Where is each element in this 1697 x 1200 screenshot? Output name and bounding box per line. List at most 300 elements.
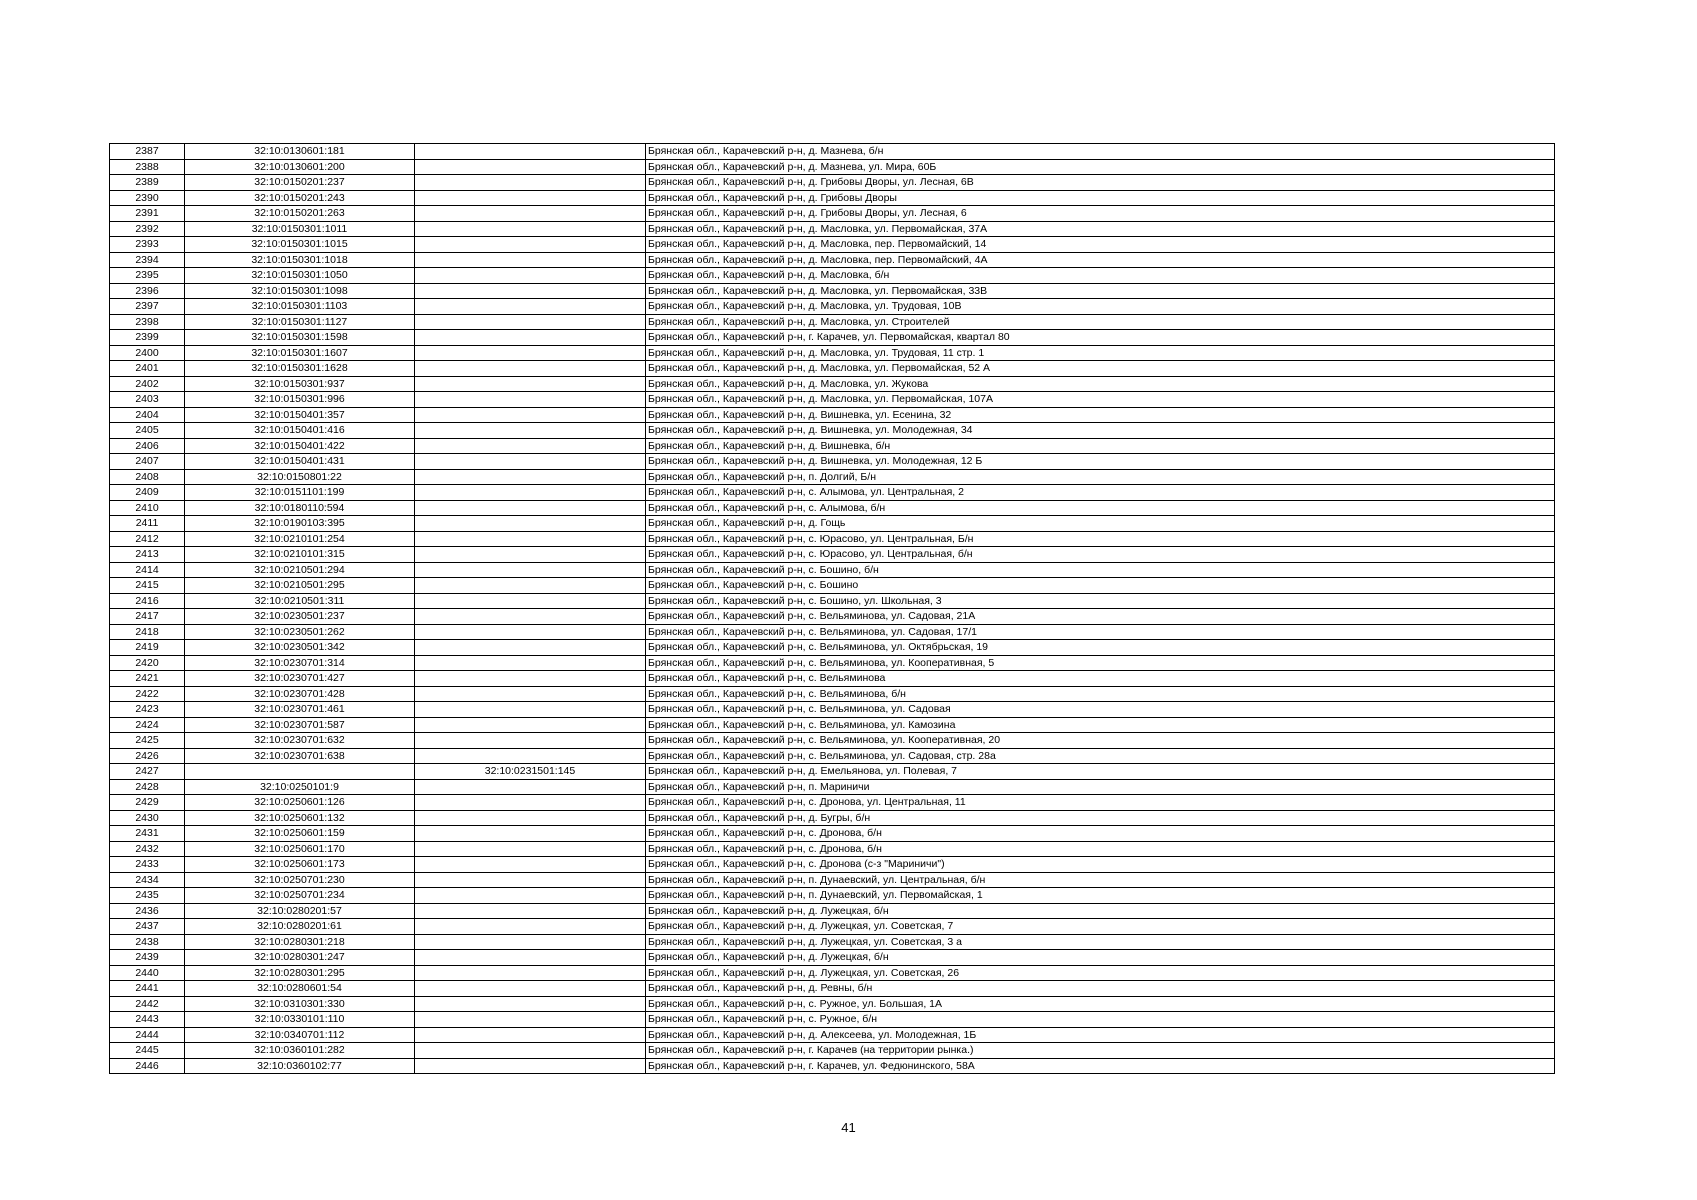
secondary-cadastral-number-cell <box>415 655 646 671</box>
address-cell: Брянская обл., Карачевский р-н, с. Юрасово, ул. Центральная, б/н <box>646 547 1555 563</box>
secondary-cadastral-number-cell <box>415 996 646 1012</box>
row-number-cell: 2437 <box>110 919 185 935</box>
address-cell: Брянская обл., Карачевский р-н, с. Алымова, ул. Центральная, 2 <box>646 485 1555 501</box>
table-row <box>110 206 1555 222</box>
table-row <box>110 996 1555 1012</box>
cadastral-number-cell: 32:10:0250601:126 <box>185 795 415 811</box>
row-number-cell: 2387 <box>110 144 185 160</box>
secondary-cadastral-number-cell <box>415 872 646 888</box>
cadastral-number-cell: 32:10:0150201:243 <box>185 190 415 206</box>
row-number-cell: 2390 <box>110 190 185 206</box>
secondary-cadastral-number-cell <box>415 206 646 222</box>
address-cell: Брянская обл., Карачевский р-н, с. Вельяминова, ул. Октябрьская, 19 <box>646 640 1555 656</box>
cadastral-number-cell: 32:10:0280301:247 <box>185 950 415 966</box>
address-cell: Брянская обл., Карачевский р-н, с. Бошино, б/н <box>646 562 1555 578</box>
row-number-cell: 2422 <box>110 686 185 702</box>
secondary-cadastral-number-cell <box>415 795 646 811</box>
cadastral-number-cell: 32:10:0330101:110 <box>185 1012 415 1028</box>
row-number-cell: 2412 <box>110 531 185 547</box>
secondary-cadastral-number-cell <box>415 919 646 935</box>
table-row <box>110 748 1555 764</box>
secondary-cadastral-number-cell <box>415 950 646 966</box>
address-cell: Брянская обл., Карачевский р-н, д. Грибовы Дворы, ул. Лесная, 6 <box>646 206 1555 222</box>
secondary-cadastral-number-cell <box>415 531 646 547</box>
address-cell: Брянская обл., Карачевский р-н, д. Грибовы Дворы, ул. Лесная, 6В <box>646 175 1555 191</box>
cadastral-number-cell: 32:10:0280301:295 <box>185 965 415 981</box>
cadastral-number-cell: 32:10:0150301:1050 <box>185 268 415 284</box>
secondary-cadastral-number-cell <box>415 810 646 826</box>
row-number-cell: 2445 <box>110 1043 185 1059</box>
table-row <box>110 330 1555 346</box>
cadastral-number-cell: 32:10:0280301:218 <box>185 934 415 950</box>
row-number-cell: 2407 <box>110 454 185 470</box>
registry-table <box>109 143 1555 1074</box>
table-row <box>110 702 1555 718</box>
row-number-cell: 2402 <box>110 376 185 392</box>
cadastral-number-cell: 32:10:0150301:1018 <box>185 252 415 268</box>
secondary-cadastral-number-cell <box>415 376 646 392</box>
secondary-cadastral-number-cell <box>415 841 646 857</box>
cadastral-number-cell: 32:10:0230701:632 <box>185 733 415 749</box>
secondary-cadastral-number-cell: 32:10:0231501:145 <box>415 764 646 780</box>
address-cell: Брянская обл., Карачевский р-н, д. Вишневка, ул. Есенина, 32 <box>646 407 1555 423</box>
table-row <box>110 655 1555 671</box>
row-number-cell: 2413 <box>110 547 185 563</box>
cadastral-number-cell: 32:10:0150301:1607 <box>185 345 415 361</box>
cadastral-number-cell: 32:10:0360102:77 <box>185 1058 415 1074</box>
row-number-cell: 2429 <box>110 795 185 811</box>
table-row <box>110 950 1555 966</box>
table-row <box>110 903 1555 919</box>
table-row <box>110 841 1555 857</box>
address-cell: Брянская обл., Карачевский р-н, д. Алексеева, ул. Молодежная, 1Б <box>646 1027 1555 1043</box>
address-cell: Брянская обл., Карачевский р-н, д. Масловка, ул. Жукова <box>646 376 1555 392</box>
table-row <box>110 438 1555 454</box>
cadastral-number-cell: 32:10:0150301:1098 <box>185 283 415 299</box>
row-number-cell: 2395 <box>110 268 185 284</box>
secondary-cadastral-number-cell <box>415 578 646 594</box>
secondary-cadastral-number-cell <box>415 1058 646 1074</box>
table-row <box>110 609 1555 625</box>
secondary-cadastral-number-cell <box>415 237 646 253</box>
secondary-cadastral-number-cell <box>415 159 646 175</box>
cadastral-number-cell: 32:10:0230701:461 <box>185 702 415 718</box>
address-cell: Брянская обл., Карачевский р-н, п. Долгий, Б/н <box>646 469 1555 485</box>
secondary-cadastral-number-cell <box>415 392 646 408</box>
address-cell: Брянская обл., Карачевский р-н, д. Лужецкая, ул. Советская, 7 <box>646 919 1555 935</box>
address-cell: Брянская обл., Карачевский р-н, с. Вельяминова, б/н <box>646 686 1555 702</box>
address-cell: Брянская обл., Карачевский р-н, д. Масловка, пер. Первомайский, 4А <box>646 252 1555 268</box>
table-row <box>110 857 1555 873</box>
table-row <box>110 237 1555 253</box>
table-row <box>110 423 1555 439</box>
row-number-cell: 2427 <box>110 764 185 780</box>
row-number-cell: 2439 <box>110 950 185 966</box>
table-row <box>110 981 1555 997</box>
row-number-cell: 2399 <box>110 330 185 346</box>
address-cell: Брянская обл., Карачевский р-н, д. Лужецкая, б/н <box>646 950 1555 966</box>
secondary-cadastral-number-cell <box>415 624 646 640</box>
address-cell: Брянская обл., Карачевский р-н, п. Дунаевский, ул. Первомайская, 1 <box>646 888 1555 904</box>
table-row <box>110 1058 1555 1074</box>
secondary-cadastral-number-cell <box>415 469 646 485</box>
row-number-cell: 2446 <box>110 1058 185 1074</box>
address-cell: Брянская обл., Карачевский р-н, д. Лужецкая, б/н <box>646 903 1555 919</box>
page-number: 41 <box>841 1120 856 1135</box>
cadastral-number-cell: 32:10:0150301:1011 <box>185 221 415 237</box>
table-row <box>110 934 1555 950</box>
address-cell: Брянская обл., Карачевский р-н, п. Дунаевский, ул. Центральная, б/н <box>646 872 1555 888</box>
cadastral-number-cell: 32:10:0150301:1103 <box>185 299 415 315</box>
row-number-cell: 2434 <box>110 872 185 888</box>
cadastral-number-cell: 32:10:0210501:294 <box>185 562 415 578</box>
address-cell: Брянская обл., Карачевский р-н, с. Дронова, б/н <box>646 826 1555 842</box>
table-row <box>110 593 1555 609</box>
secondary-cadastral-number-cell <box>415 562 646 578</box>
secondary-cadastral-number-cell <box>415 888 646 904</box>
table-row <box>110 795 1555 811</box>
secondary-cadastral-number-cell <box>415 314 646 330</box>
secondary-cadastral-number-cell <box>415 361 646 377</box>
secondary-cadastral-number-cell <box>415 981 646 997</box>
table-row <box>110 779 1555 795</box>
secondary-cadastral-number-cell <box>415 438 646 454</box>
table-row <box>110 562 1555 578</box>
secondary-cadastral-number-cell <box>415 299 646 315</box>
table-row <box>110 500 1555 516</box>
address-cell: Брянская обл., Карачевский р-н, д. Масловка, ул. Первомайская, 33В <box>646 283 1555 299</box>
table-row <box>110 144 1555 160</box>
row-number-cell: 2408 <box>110 469 185 485</box>
secondary-cadastral-number-cell <box>415 640 646 656</box>
cadastral-number-cell: 32:10:0230501:262 <box>185 624 415 640</box>
table-row <box>110 640 1555 656</box>
row-number-cell: 2415 <box>110 578 185 594</box>
row-number-cell: 2388 <box>110 159 185 175</box>
secondary-cadastral-number-cell <box>415 516 646 532</box>
table-row <box>110 376 1555 392</box>
row-number-cell: 2389 <box>110 175 185 191</box>
secondary-cadastral-number-cell <box>415 252 646 268</box>
secondary-cadastral-number-cell <box>415 826 646 842</box>
secondary-cadastral-number-cell <box>415 144 646 160</box>
cadastral-number-cell: 32:10:0230701:427 <box>185 671 415 687</box>
row-number-cell: 2444 <box>110 1027 185 1043</box>
cadastral-number-cell: 32:10:0150801:22 <box>185 469 415 485</box>
row-number-cell: 2423 <box>110 702 185 718</box>
table-row <box>110 407 1555 423</box>
address-cell: Брянская обл., Карачевский р-н, д. Лужецкая, ул. Советская, 3 а <box>646 934 1555 950</box>
table-row <box>110 965 1555 981</box>
table-row <box>110 314 1555 330</box>
cadastral-number-cell: 32:10:0250701:234 <box>185 888 415 904</box>
address-cell: Брянская обл., Карачевский р-н, с. Ружное, ул. Большая, 1А <box>646 996 1555 1012</box>
secondary-cadastral-number-cell <box>415 779 646 795</box>
address-cell: Брянская обл., Карачевский р-н, с. Вельяминова, ул. Кооперативная, 20 <box>646 733 1555 749</box>
address-cell: Брянская обл., Карачевский р-н, с. Бошино, ул. Школьная, 3 <box>646 593 1555 609</box>
address-cell: Брянская обл., Карачевский р-н, с. Вельяминова <box>646 671 1555 687</box>
address-cell: Брянская обл., Карачевский р-н, г. Карачев, ул. Первомайская, квартал 80 <box>646 330 1555 346</box>
cadastral-number-cell: 32:10:0230701:638 <box>185 748 415 764</box>
cadastral-number-cell: 32:10:0250601:170 <box>185 841 415 857</box>
secondary-cadastral-number-cell <box>415 175 646 191</box>
table-row <box>110 159 1555 175</box>
row-number-cell: 2438 <box>110 934 185 950</box>
row-number-cell: 2404 <box>110 407 185 423</box>
row-number-cell: 2442 <box>110 996 185 1012</box>
table-row <box>110 919 1555 935</box>
address-cell: Брянская обл., Карачевский р-н, с. Вельяминова, ул. Садовая, 17/1 <box>646 624 1555 640</box>
table-row <box>110 810 1555 826</box>
table-row <box>110 454 1555 470</box>
row-number-cell: 2421 <box>110 671 185 687</box>
cadastral-number-cell: 32:10:0150401:422 <box>185 438 415 454</box>
secondary-cadastral-number-cell <box>415 190 646 206</box>
table-row <box>110 252 1555 268</box>
address-cell: Брянская обл., Карачевский р-н, д. Мазнева, б/н <box>646 144 1555 160</box>
cadastral-number-cell: 32:10:0250701:230 <box>185 872 415 888</box>
cadastral-number-cell: 32:10:0190103:395 <box>185 516 415 532</box>
secondary-cadastral-number-cell <box>415 857 646 873</box>
cadastral-number-cell: 32:10:0180110:594 <box>185 500 415 516</box>
table-row <box>110 578 1555 594</box>
row-number-cell: 2436 <box>110 903 185 919</box>
address-cell: Брянская обл., Карачевский р-н, д. Емельянова, ул. Полевая, 7 <box>646 764 1555 780</box>
address-cell: Брянская обл., Карачевский р-н, д. Вишневка, ул. Молодежная, 12 Б <box>646 454 1555 470</box>
secondary-cadastral-number-cell <box>415 702 646 718</box>
table-row <box>110 686 1555 702</box>
address-cell: Брянская обл., Карачевский р-н, д. Масловка, ул. Первомайская, 37А <box>646 221 1555 237</box>
cadastral-number-cell: 32:10:0280201:57 <box>185 903 415 919</box>
address-cell: Брянская обл., Карачевский р-н, с. Дронова, б/н <box>646 841 1555 857</box>
row-number-cell: 2416 <box>110 593 185 609</box>
address-cell: Брянская обл., Карачевский р-н, д. Масловка, пер. Первомайский, 14 <box>646 237 1555 253</box>
address-cell: Брянская обл., Карачевский р-н, г. Карачев (на территории рынка.) <box>646 1043 1555 1059</box>
secondary-cadastral-number-cell <box>415 345 646 361</box>
cadastral-number-cell: 32:10:0150301:1015 <box>185 237 415 253</box>
secondary-cadastral-number-cell <box>415 221 646 237</box>
table-row <box>110 1043 1555 1059</box>
cadastral-number-cell: 32:10:0210101:315 <box>185 547 415 563</box>
table-row <box>110 516 1555 532</box>
row-number-cell: 2435 <box>110 888 185 904</box>
cadastral-number-cell: 32:10:0150201:263 <box>185 206 415 222</box>
table-row <box>110 671 1555 687</box>
secondary-cadastral-number-cell <box>415 1043 646 1059</box>
cadastral-number-cell: 32:10:0250601:173 <box>185 857 415 873</box>
secondary-cadastral-number-cell <box>415 423 646 439</box>
table-row <box>110 283 1555 299</box>
address-cell: Брянская обл., Карачевский р-н, с. Вельяминова, ул. Кооперативная, 5 <box>646 655 1555 671</box>
registry-sheet <box>109 143 1554 1074</box>
table-row <box>110 392 1555 408</box>
row-number-cell: 2432 <box>110 841 185 857</box>
cadastral-number-cell: 32:10:0250601:159 <box>185 826 415 842</box>
table-row <box>110 268 1555 284</box>
table-row <box>110 888 1555 904</box>
address-cell: Брянская обл., Карачевский р-н, д. Грибовы Дворы <box>646 190 1555 206</box>
row-number-cell: 2433 <box>110 857 185 873</box>
secondary-cadastral-number-cell <box>415 547 646 563</box>
row-number-cell: 2424 <box>110 717 185 733</box>
address-cell: Брянская обл., Карачевский р-н, д. Масловка, ул. Первомайская, 107А <box>646 392 1555 408</box>
cadastral-number-cell: 32:10:0230701:587 <box>185 717 415 733</box>
row-number-cell: 2425 <box>110 733 185 749</box>
address-cell: Брянская обл., Карачевский р-н, д. Вишневка, б/н <box>646 438 1555 454</box>
table-row <box>110 361 1555 377</box>
address-cell: Брянская обл., Карачевский р-н, с. Вельяминова, ул. Садовая <box>646 702 1555 718</box>
row-number-cell: 2406 <box>110 438 185 454</box>
secondary-cadastral-number-cell <box>415 283 646 299</box>
cadastral-number-cell: 32:10:0150301:996 <box>185 392 415 408</box>
table-row <box>110 469 1555 485</box>
row-number-cell: 2405 <box>110 423 185 439</box>
address-cell: Брянская обл., Карачевский р-н, г. Карачев, ул. Федюнинского, 58А <box>646 1058 1555 1074</box>
address-cell: Брянская обл., Карачевский р-н, д. Ревны, б/н <box>646 981 1555 997</box>
secondary-cadastral-number-cell <box>415 500 646 516</box>
row-number-cell: 2396 <box>110 283 185 299</box>
secondary-cadastral-number-cell <box>415 593 646 609</box>
row-number-cell: 2431 <box>110 826 185 842</box>
secondary-cadastral-number-cell <box>415 454 646 470</box>
row-number-cell: 2397 <box>110 299 185 315</box>
cadastral-number-cell: 32:10:0150401:431 <box>185 454 415 470</box>
table-row <box>110 717 1555 733</box>
cadastral-number-cell: 32:10:0250601:132 <box>185 810 415 826</box>
address-cell: Брянская обл., Карачевский р-н, д. Гощь <box>646 516 1555 532</box>
cadastral-number-cell: 32:10:0230701:314 <box>185 655 415 671</box>
address-cell: Брянская обл., Карачевский р-н, д. Масловка, ул. Трудовая, 10В <box>646 299 1555 315</box>
row-number-cell: 2398 <box>110 314 185 330</box>
address-cell: Брянская обл., Карачевский р-н, с. Юрасово, ул. Центральная, Б/н <box>646 531 1555 547</box>
address-cell: Брянская обл., Карачевский р-н, д. Масловка, ул. Первомайская, 52 А <box>646 361 1555 377</box>
table-row <box>110 299 1555 315</box>
table-row <box>110 624 1555 640</box>
row-number-cell: 2420 <box>110 655 185 671</box>
row-number-cell: 2430 <box>110 810 185 826</box>
table-row <box>110 733 1555 749</box>
row-number-cell: 2391 <box>110 206 185 222</box>
cadastral-number-cell <box>185 764 415 780</box>
row-number-cell: 2419 <box>110 640 185 656</box>
address-cell: Брянская обл., Карачевский р-н, с. Вельяминова, ул. Садовая, стр. 28а <box>646 748 1555 764</box>
secondary-cadastral-number-cell <box>415 1012 646 1028</box>
table-row <box>110 175 1555 191</box>
cadastral-number-cell: 32:10:0250101:9 <box>185 779 415 795</box>
cadastral-number-cell: 32:10:0150301:1628 <box>185 361 415 377</box>
row-number-cell: 2440 <box>110 965 185 981</box>
cadastral-number-cell: 32:10:0360101:282 <box>185 1043 415 1059</box>
cadastral-number-cell: 32:10:0310301:330 <box>185 996 415 1012</box>
secondary-cadastral-number-cell <box>415 748 646 764</box>
secondary-cadastral-number-cell <box>415 485 646 501</box>
address-cell: Брянская обл., Карачевский р-н, с. Бошино <box>646 578 1555 594</box>
cadastral-number-cell: 32:10:0150301:1598 <box>185 330 415 346</box>
cadastral-number-cell: 32:10:0150301:1127 <box>185 314 415 330</box>
table-row <box>110 345 1555 361</box>
secondary-cadastral-number-cell <box>415 330 646 346</box>
address-cell: Брянская обл., Карачевский р-н, д. Масловка, б/н <box>646 268 1555 284</box>
cadastral-number-cell: 32:10:0150401:357 <box>185 407 415 423</box>
cadastral-number-cell: 32:10:0150401:416 <box>185 423 415 439</box>
secondary-cadastral-number-cell <box>415 671 646 687</box>
secondary-cadastral-number-cell <box>415 903 646 919</box>
address-cell: Брянская обл., Карачевский р-н, с. Дронова (с-з "Мариничи") <box>646 857 1555 873</box>
cadastral-number-cell: 32:10:0151101:199 <box>185 485 415 501</box>
cadastral-number-cell: 32:10:0280601:54 <box>185 981 415 997</box>
row-number-cell: 2392 <box>110 221 185 237</box>
row-number-cell: 2441 <box>110 981 185 997</box>
secondary-cadastral-number-cell <box>415 717 646 733</box>
table-row <box>110 485 1555 501</box>
row-number-cell: 2411 <box>110 516 185 532</box>
table-row <box>110 531 1555 547</box>
row-number-cell: 2401 <box>110 361 185 377</box>
cadastral-number-cell: 32:10:0340701:112 <box>185 1027 415 1043</box>
table-row <box>110 1027 1555 1043</box>
row-number-cell: 2418 <box>110 624 185 640</box>
cadastral-number-cell: 32:10:0210101:254 <box>185 531 415 547</box>
row-number-cell: 2414 <box>110 562 185 578</box>
address-cell: Брянская обл., Карачевский р-н, д. Мазнева, ул. Мира, 60Б <box>646 159 1555 175</box>
secondary-cadastral-number-cell <box>415 407 646 423</box>
table-row <box>110 1012 1555 1028</box>
cadastral-number-cell: 32:10:0210501:311 <box>185 593 415 609</box>
address-cell: Брянская обл., Карачевский р-н, с. Дронова, ул. Центральная, 11 <box>646 795 1555 811</box>
cadastral-number-cell: 32:10:0150201:237 <box>185 175 415 191</box>
row-number-cell: 2410 <box>110 500 185 516</box>
row-number-cell: 2400 <box>110 345 185 361</box>
address-cell: Брянская обл., Карачевский р-н, д. Вишневка, ул. Молодежная, 34 <box>646 423 1555 439</box>
cadastral-number-cell: 32:10:0230501:237 <box>185 609 415 625</box>
table-row <box>110 872 1555 888</box>
row-number-cell: 2403 <box>110 392 185 408</box>
row-number-cell: 2394 <box>110 252 185 268</box>
cadastral-number-cell: 32:10:0130601:181 <box>185 144 415 160</box>
secondary-cadastral-number-cell <box>415 686 646 702</box>
cadastral-number-cell: 32:10:0210501:295 <box>185 578 415 594</box>
cadastral-number-cell: 32:10:0150301:937 <box>185 376 415 392</box>
address-cell: Брянская обл., Карачевский р-н, д. Масловка, ул. Трудовая, 11 стр. 1 <box>646 345 1555 361</box>
secondary-cadastral-number-cell <box>415 609 646 625</box>
address-cell: Брянская обл., Карачевский р-н, п. Мариничи <box>646 779 1555 795</box>
cadastral-number-cell: 32:10:0280201:61 <box>185 919 415 935</box>
address-cell: Брянская обл., Карачевский р-н, д. Бугры, б/н <box>646 810 1555 826</box>
row-number-cell: 2428 <box>110 779 185 795</box>
secondary-cadastral-number-cell <box>415 1027 646 1043</box>
address-cell: Брянская обл., Карачевский р-н, с. Алымова, б/н <box>646 500 1555 516</box>
table-row <box>110 221 1555 237</box>
secondary-cadastral-number-cell <box>415 733 646 749</box>
row-number-cell: 2443 <box>110 1012 185 1028</box>
registry-table-body <box>110 144 1555 1074</box>
row-number-cell: 2417 <box>110 609 185 625</box>
cadastral-number-cell: 32:10:0130601:200 <box>185 159 415 175</box>
table-row <box>110 547 1555 563</box>
address-cell: Брянская обл., Карачевский р-н, с. Вельяминова, ул. Камозина <box>646 717 1555 733</box>
address-cell: Брянская обл., Карачевский р-н, д. Масловка, ул. Строителей <box>646 314 1555 330</box>
secondary-cadastral-number-cell <box>415 268 646 284</box>
address-cell: Брянская обл., Карачевский р-н, д. Лужецкая, ул. Советская, 26 <box>646 965 1555 981</box>
table-row <box>110 826 1555 842</box>
cadastral-number-cell: 32:10:0230701:428 <box>185 686 415 702</box>
address-cell: Брянская обл., Карачевский р-н, с. Вельяминова, ул. Садовая, 21А <box>646 609 1555 625</box>
row-number-cell: 2393 <box>110 237 185 253</box>
cadastral-number-cell: 32:10:0230501:342 <box>185 640 415 656</box>
secondary-cadastral-number-cell <box>415 934 646 950</box>
secondary-cadastral-number-cell <box>415 965 646 981</box>
address-cell: Брянская обл., Карачевский р-н, с. Ружное, б/н <box>646 1012 1555 1028</box>
